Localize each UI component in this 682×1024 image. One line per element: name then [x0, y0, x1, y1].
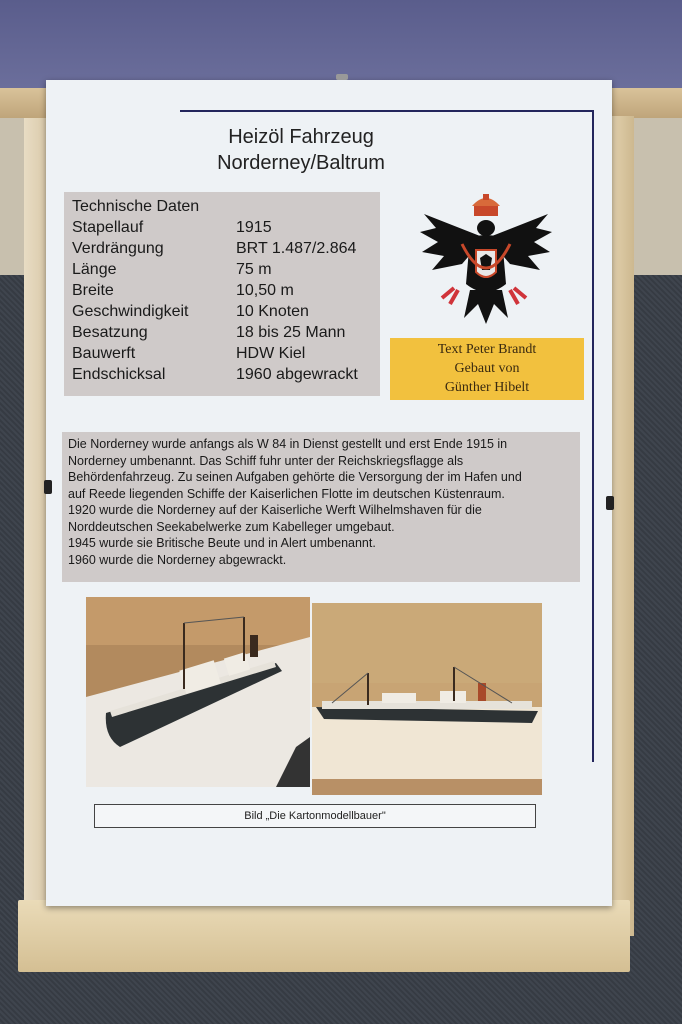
tech-value: 1960 abgewrackt	[236, 366, 358, 383]
description-line: 1920 wurde die Norderney auf der Kaiserliche Werft Wilhelmshaven für die	[68, 503, 482, 517]
ship-model-photo-right	[312, 603, 542, 795]
credit-author: Text Peter Brandt	[437, 342, 537, 357]
tech-label: Stapellauf	[72, 219, 144, 236]
tech-label: Geschwindigkeit	[72, 303, 189, 320]
crown-icon	[472, 194, 500, 216]
easel-right-post	[610, 116, 634, 936]
credit-box	[390, 338, 584, 400]
tech-label: Länge	[72, 261, 117, 278]
tech-value: HDW Kiel	[236, 345, 306, 362]
poster-title-line2: Norderney/Baltrum	[217, 152, 385, 174]
frame-clip-right	[606, 496, 614, 510]
tech-value: 10 Knoten	[236, 303, 309, 320]
description-line: auf Reede liegenden Schiffe der Kaiserlichen Flotte im deutschen Küstenraum.	[68, 486, 505, 501]
ship-model-photo-left	[86, 597, 310, 787]
info-poster	[46, 80, 612, 906]
poster-border-right	[592, 112, 594, 762]
tech-value: 18 bis 25 Mann	[236, 324, 346, 341]
poster-border-top	[180, 110, 594, 112]
tech-label: Besatzung	[72, 324, 148, 341]
description-line: Norddeutschen Seekabelwerke zum Kabelleger umgebaut.	[68, 519, 395, 534]
easel-base	[18, 900, 630, 972]
frame-clip-left	[44, 480, 52, 494]
imperial-eagle-icon	[414, 192, 558, 332]
description-box	[62, 432, 580, 582]
technical-data-box	[64, 192, 380, 396]
credit-builder: Günther Hibelt	[444, 380, 530, 395]
description-line: 1945 wurde sie Britische Beute und in Alert umbenannt.	[68, 536, 376, 550]
description-line: 1960 wurde die Norderney abgewrackt.	[68, 552, 287, 567]
description-line: Behördenfahrzeug. Zu seinen Aufgaben gehörte die Versorgung der im Hafen und	[68, 470, 522, 484]
description-line: Die Norderney wurde anfangs als W 84 in Dienst gestellt und erst Ende 1915 in	[68, 437, 508, 451]
tech-value: 1915	[236, 219, 272, 236]
credit-built-by: Gebaut von	[454, 361, 520, 376]
technical-heading-label: Technische Daten	[72, 198, 200, 215]
tech-value: BRT 1.487/2.864	[236, 240, 357, 257]
tech-label: Endschicksal	[72, 366, 166, 383]
photo-caption: Bild „Die Kartonmodellbauer"	[94, 804, 536, 828]
description-line: Norderney umbenannt. Das Schiff fuhr unter der Reichskriegsflagge als	[68, 453, 464, 468]
tech-value: 10,50 m	[236, 282, 294, 299]
poster-title	[166, 124, 436, 176]
tech-label: Verdrängung	[72, 240, 164, 257]
tech-value: 75 m	[236, 261, 272, 278]
frame-clip-top	[336, 74, 348, 80]
tech-label: Breite	[72, 282, 114, 299]
tech-label: Bauwerft	[72, 345, 136, 362]
poster-title-line1: Heizöl Fahrzeug	[228, 126, 374, 148]
